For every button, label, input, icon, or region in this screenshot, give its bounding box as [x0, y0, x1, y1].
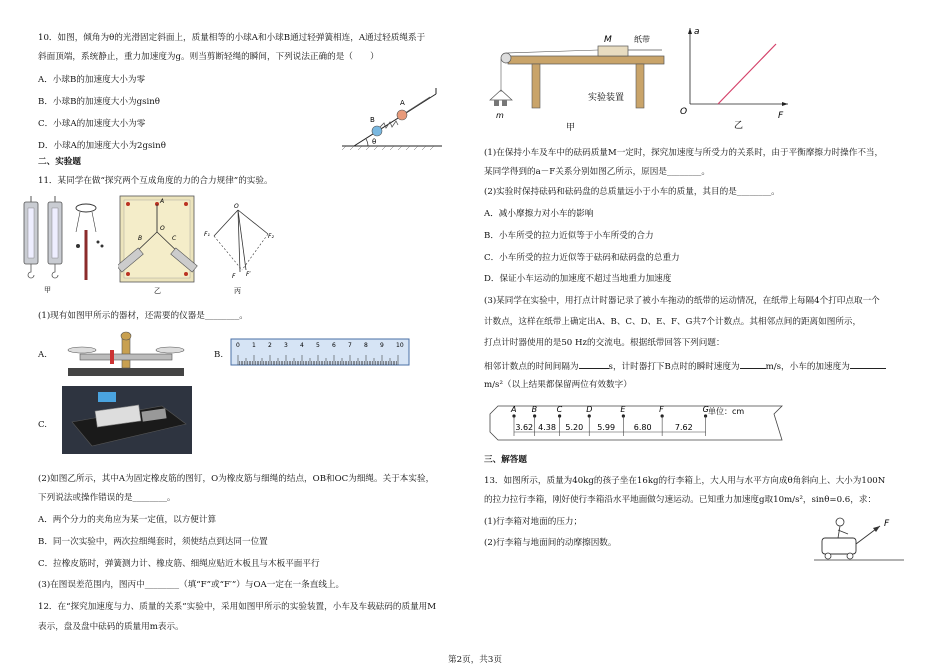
q12-stem-line1: 12．在“探究加速度与力、质量的关系”实验中，采用如图甲所示的实验装置，小车及车载砝码的质量用M — [38, 602, 437, 612]
q11-opt2-b: B．同一次实验中，两次拉细绳套时，须使结点到达同一位置 — [38, 537, 268, 547]
svg-text:F: F — [884, 519, 890, 529]
q10-stem-line1: 10．如图，倾角为θ的光滑固定斜面上，质量相等的小球A和小球B通过轻弹簧相连，A通过轻质绳系于 — [38, 33, 426, 43]
svg-text:A: A — [160, 198, 165, 205]
force-f1 — [214, 210, 238, 236]
q12-sub3-line4: 相邻计数点的时间间隔为 s，计时器打下B点时的瞬时速度为 m/s，小车的加速度为 — [484, 359, 886, 373]
svg-text:m: m — [496, 111, 504, 120]
q11-sub1: (1)现有如图甲所示的器材，还需要的仪器是________。 — [38, 311, 248, 321]
spring-coil — [380, 121, 398, 128]
q10-option-b: B．小球B的加速度大小为gsinθ — [38, 97, 160, 107]
ruler-label: 5 — [316, 342, 320, 349]
pulley — [501, 53, 511, 63]
svg-text:实验装置: 实验装置 — [588, 93, 625, 103]
q12-opt2-c: C．小车所受的拉力近似等于砝码和砝码盘的总重力 — [484, 253, 680, 263]
q11-opt1-b-label: B. — [214, 350, 224, 360]
svg-text:F₁: F₁ — [204, 231, 210, 238]
q12-opt2-b: B．小车所受的拉力近似等于小车所受的合力 — [484, 231, 654, 241]
svg-text:C: C — [172, 235, 177, 242]
q12-sub3-line1: (3)某同学在实验中，用打点计时器记录了被小车拖动的纸带的运动情况，在纸带上每隔4个打印点取一个 — [484, 296, 880, 306]
q12-sub1-line1: (1)在保持小车及车中的砝码质量M一定时，探究加速度与所受力的关系时，由于平衡摩擦力时操作不当， — [484, 148, 884, 158]
svg-text:甲: 甲 — [566, 123, 576, 133]
tape-distance-label: 6.80 — [633, 423, 652, 432]
label-yi: 乙 — [154, 287, 161, 295]
ball-b — [372, 126, 382, 136]
ruler-image — [230, 338, 410, 366]
af-line — [718, 44, 776, 104]
tape-point-label: D — [586, 405, 593, 414]
ruler-label: 8 — [364, 342, 368, 349]
tape-distance-label: 5.99 — [597, 423, 616, 432]
q12-opt2-d: D．保证小车运动的加速度不超过当地重力加速度 — [484, 274, 672, 284]
tape-distance-label: 3.62 — [515, 423, 534, 432]
svg-text:a: a — [694, 27, 700, 37]
q10-option-c: C．小球A的加速度大小为零 — [38, 119, 146, 129]
q11-figure-yi — [118, 194, 198, 298]
label-a: A — [400, 99, 405, 107]
tape-distance-label: 7.62 — [674, 423, 693, 432]
svg-text:M: M — [604, 35, 612, 45]
suitcase — [822, 538, 856, 554]
timer-device-image — [62, 386, 192, 454]
blank-time-interval — [579, 359, 609, 369]
q12-sub1-line2: 某同学得到的a－F关系分别如图乙所示，原因是________。 — [484, 167, 710, 177]
q11-opt1-a-label: A. — [38, 350, 47, 360]
tape-unit: 单位：cm — [708, 407, 745, 416]
q11-figure-bing — [202, 194, 276, 298]
ruler-label: 7 — [348, 342, 352, 349]
svg-text:F₂: F₂ — [268, 233, 274, 240]
svg-text:F: F — [232, 273, 236, 280]
svg-text:纸带: 纸带 — [634, 35, 650, 44]
q13-luggage-figure — [814, 508, 904, 568]
q11-opt2-a: A．两个分力的夹角应为某一定值，以方便计算 — [38, 515, 217, 525]
q12-sub3-line3: 打点计时器使用的是50 Hz的交流电。根据纸带回答下列问题： — [484, 338, 725, 348]
ruler-label: 3 — [284, 342, 288, 349]
q10-stem-line2: 斜面顶端，系统静止，重力加速度为g。则当剪断轻绳的瞬间，下列说法正确的是（ ） — [38, 52, 379, 62]
child-figure — [836, 518, 844, 526]
svg-text:B: B — [138, 235, 143, 242]
ruler-label: 1 — [252, 342, 256, 349]
q13-sub1: (1)行李箱对地面的压力； — [484, 517, 583, 527]
q10-incline-figure — [336, 84, 448, 154]
tape-point-label: B — [531, 405, 538, 414]
track-board — [508, 56, 664, 64]
q12-sub3-line2: 计数点，这样在纸带上确定出A、B、C、D、E、F、G共7个计数点。其相邻点间的距离如图所示， — [484, 317, 862, 327]
tape-point-label: G — [702, 405, 709, 414]
svg-text:O: O — [160, 225, 165, 232]
svg-text:O: O — [234, 203, 239, 210]
q11-sub2-line1: (2)如图乙所示，其中A为固定橡皮筋的图钉，O为橡皮筋与细绳的结点，OB和OC为细绳。关于本实验， — [38, 474, 435, 484]
q12-opt2-a: A．减小摩擦力对小车的影响 — [484, 209, 594, 219]
tape-point-label: C — [556, 405, 563, 414]
tape-distance-label: 5.20 — [565, 423, 584, 432]
balance-scale-image — [64, 330, 188, 378]
section-solution-heading: 三、解答题 — [484, 455, 527, 465]
ruler-label: 4 — [300, 342, 304, 349]
q12-stem-line2: 表示，盘及盘中砝码的质量用m表示。 — [38, 622, 184, 632]
paper-tape-figure — [486, 400, 786, 446]
svg-text:乙: 乙 — [734, 121, 744, 131]
tape-point-label: E — [620, 405, 626, 414]
q12-sub3-line5: m/s²（以上结果都保留两位有效数字） — [484, 380, 632, 390]
svg-text:F: F — [778, 111, 784, 121]
svg-text:F′: F′ — [246, 271, 251, 278]
blank-velocity-b — [740, 359, 766, 369]
ruler-label: 10 — [396, 342, 404, 349]
label-jia: 甲 — [44, 286, 51, 294]
balance-base — [68, 368, 184, 376]
section-experiment-heading: 二、实验题 — [38, 157, 81, 167]
force-f2 — [238, 210, 268, 234]
q13-stem-line1: 13．如图所示，质量为40kg的孩子坐在16kg的行李箱上，大人用与水平方向成θ角斜向上、大小为100N — [484, 476, 886, 486]
q11-sub2-line2: 下列说法或操作错误的是________。 — [38, 493, 176, 503]
page-footer: 第2页，共3页 — [448, 655, 502, 665]
label-b: B — [370, 116, 375, 124]
incline-surface — [354, 94, 436, 146]
cart — [598, 46, 628, 56]
q12-sub2: (2)实验时保持砝码和砝码盘的总质量远小于小车的质量，其目的是________。 — [484, 187, 780, 197]
tape-distance-label: 4.38 — [538, 423, 556, 432]
tape-point-label: A — [511, 405, 517, 414]
q10-option-a: A．小球B的加速度大小为零 — [38, 75, 146, 85]
q10-option-d: D．小球A的加速度大小为2gsinθ — [38, 141, 166, 151]
ruler-label: 0 — [236, 342, 240, 349]
ruler-label: 9 — [380, 342, 384, 349]
q11-sub3: (3)在图误差范围内，图丙中________（填“F”或“F′”）与OA一定在一条直线上。 — [38, 580, 345, 590]
ruler-label: 6 — [332, 342, 336, 349]
ball-a — [397, 110, 407, 120]
q11-opt1-c-label: C. — [38, 420, 48, 430]
ruler-label: 2 — [268, 342, 272, 349]
q13-sub2: (2)行李箱与地面间的动摩擦因数。 — [484, 538, 617, 548]
q12-apparatus-figure — [486, 28, 666, 138]
q13-stem-line2: 的拉力拉行李箱，刚好使行李箱沿水平地面做匀速运动。已知重力加速度g取10m/s²，sinθ=0.6，求： — [484, 495, 877, 505]
q12-af-graph — [678, 22, 792, 134]
q11-figure-jia — [18, 194, 128, 298]
q11-opt2-c: C．拉橡皮筋时，弹簧测力计、橡皮筋、细绳应贴近木板且与木板平面平行 — [38, 559, 320, 569]
rubber-band-ring — [76, 204, 96, 212]
q11-stem: 11．某同学在做“探究两个互成角度的力的合力规律”的实验。 — [38, 176, 273, 186]
svg-text:O: O — [680, 107, 688, 117]
blank-acceleration — [850, 359, 886, 369]
label-bing: 丙 — [234, 287, 241, 295]
theta-label: θ — [372, 138, 377, 146]
tape-point-label: F — [659, 405, 664, 414]
